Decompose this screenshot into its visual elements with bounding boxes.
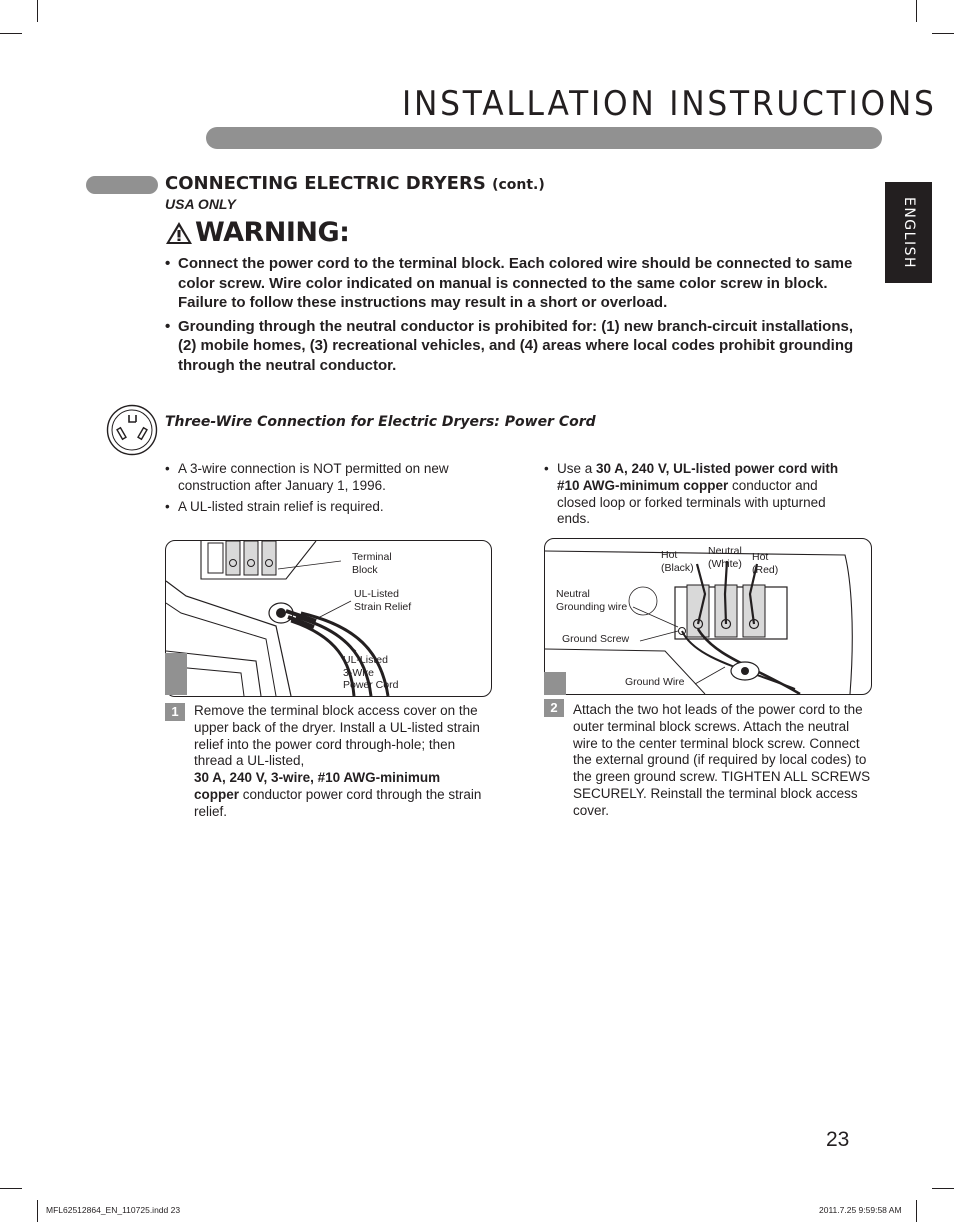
list-item: • A 3-wire connection is NOT permitted on new construction after January 1, 1996. <box>165 461 485 495</box>
language-tab <box>885 182 932 283</box>
label-line: Hot <box>661 549 678 561</box>
label-line: Neutral <box>708 545 742 557</box>
section-title <box>165 173 545 194</box>
label-hot-red <box>752 551 778 576</box>
section-pill <box>86 176 158 194</box>
label-terminal-block <box>352 551 392 576</box>
crop-mark <box>0 33 22 34</box>
page-title: INSTALLATION INSTRUCTIONS <box>402 84 937 124</box>
section-title-text: CONNECTING ELECTRIC DRYERS <box>165 173 486 194</box>
step-1-number: 1 <box>165 703 185 721</box>
label-neutral-white <box>708 545 742 570</box>
warning-item: • Grounding through the neutral conductor is prohibited for: (1) new branch-circuit installations, (2) mobile homes, (3) recreational vehicles, and (4) areas where local codes prohibit grounding through the neutral conductor. <box>165 317 855 376</box>
crop-mark <box>932 1188 954 1189</box>
label-power-cord <box>343 654 398 692</box>
page-number: 23 <box>826 1128 850 1151</box>
label-line: Strain Relief <box>354 600 412 613</box>
label-line: Terminal <box>352 551 392 563</box>
section-subtitle: USA ONLY <box>165 196 236 212</box>
title-bar <box>206 127 882 149</box>
step-2-text: Attach the two hot leads of the power cord to the outer terminal block screws. Attach the neutral wire to the center terminal block screw. Connect the external ground (if required by local codes) to the green ground screw. TIGHTEN ALL SCREWS SECURELY. Reinstall the terminal block access cover. <box>573 702 871 818</box>
bullet-suffix: conductor and closed loop or forked terminals with upturned ends. <box>557 477 826 527</box>
three-prong-outlet-icon <box>106 404 158 456</box>
step-1-text-b: conductor power cord through the strain relief. <box>194 786 482 819</box>
crop-mark <box>932 33 954 34</box>
subsection-title <box>165 414 596 430</box>
step-2-number: 2 <box>544 699 564 717</box>
step-1-text-a: Remove the terminal block access cover on the upper back of the dryer. Install a UL-listed strain relief into the power cord through-hole; then thread a UL-listed, <box>194 703 480 769</box>
label-line: UL-Listed <box>354 588 399 600</box>
label-line: Power Cord <box>343 679 399 691</box>
figure-1-strain-relief <box>165 540 492 697</box>
label-line: Grounding wire <box>556 600 628 613</box>
label-line: (Black) <box>661 561 694 574</box>
label-line: (Red) <box>752 563 779 576</box>
label-hot-black <box>661 549 694 574</box>
footer-left: MFL62512864_EN_110725.indd 23 <box>46 1205 181 1215</box>
label-line: 3-Wire <box>343 666 374 679</box>
list-item <box>544 461 856 528</box>
bullet-prefix: Use a <box>557 461 597 476</box>
crop-mark <box>0 1188 22 1189</box>
warning-item: • Connect the power cord to the terminal block. Each colored wire should be connected to same color screw. Wire color indicated on manual is connected to the same color screw in block. Failure to follow these instructions may result in a short or overload. <box>165 254 855 313</box>
label-ground-wire: Ground Wire <box>625 676 685 688</box>
label-line: (White) <box>708 557 742 570</box>
figure-2-terminal-connections <box>544 538 872 695</box>
label-line: Neutral <box>556 588 590 600</box>
left-bullet-list <box>165 461 485 519</box>
step-1-text <box>194 703 484 821</box>
list-item: • A UL-listed strain relief is required. <box>165 499 485 516</box>
step-1-text-bold: 30 A, 240 V, 3-wire, #10 AWG-minimum copper <box>194 770 441 802</box>
language-tab-label: ENGLISH <box>900 196 917 269</box>
crop-mark <box>916 1200 917 1222</box>
warning-heading-text: WARNING: <box>195 217 350 248</box>
subsection-title-italic: Three-Wire Connection for Electric Dryers <box>165 414 495 430</box>
bullet-bold: 30 A, 240 V, UL-listed power cord with #10 AWG-minimum copper <box>557 461 839 493</box>
subsection-title-rest: : Power Cord <box>494 414 596 430</box>
crop-mark <box>37 1200 38 1222</box>
label-line: Block <box>352 563 378 576</box>
right-bullet-list <box>544 461 856 532</box>
footer-right: 2011.7.25 9:59:58 AM <box>819 1205 902 1215</box>
step-2-marker <box>544 672 566 695</box>
label-strain-relief <box>354 588 411 613</box>
label-neutral-grounding-wire <box>556 588 627 613</box>
warning-triangle-icon <box>165 221 193 245</box>
label-line: Hot <box>752 551 769 563</box>
label-ground-screw: Ground Screw <box>562 633 630 645</box>
step-1-marker <box>165 653 187 695</box>
crop-mark <box>916 0 917 22</box>
crop-mark <box>37 0 38 22</box>
dryer-back-illustration <box>166 541 491 696</box>
warning-list <box>165 254 855 379</box>
label-line: UL-Listed <box>343 654 388 666</box>
warning-heading <box>165 217 349 248</box>
section-title-suffix: (cont.) <box>492 177 545 193</box>
